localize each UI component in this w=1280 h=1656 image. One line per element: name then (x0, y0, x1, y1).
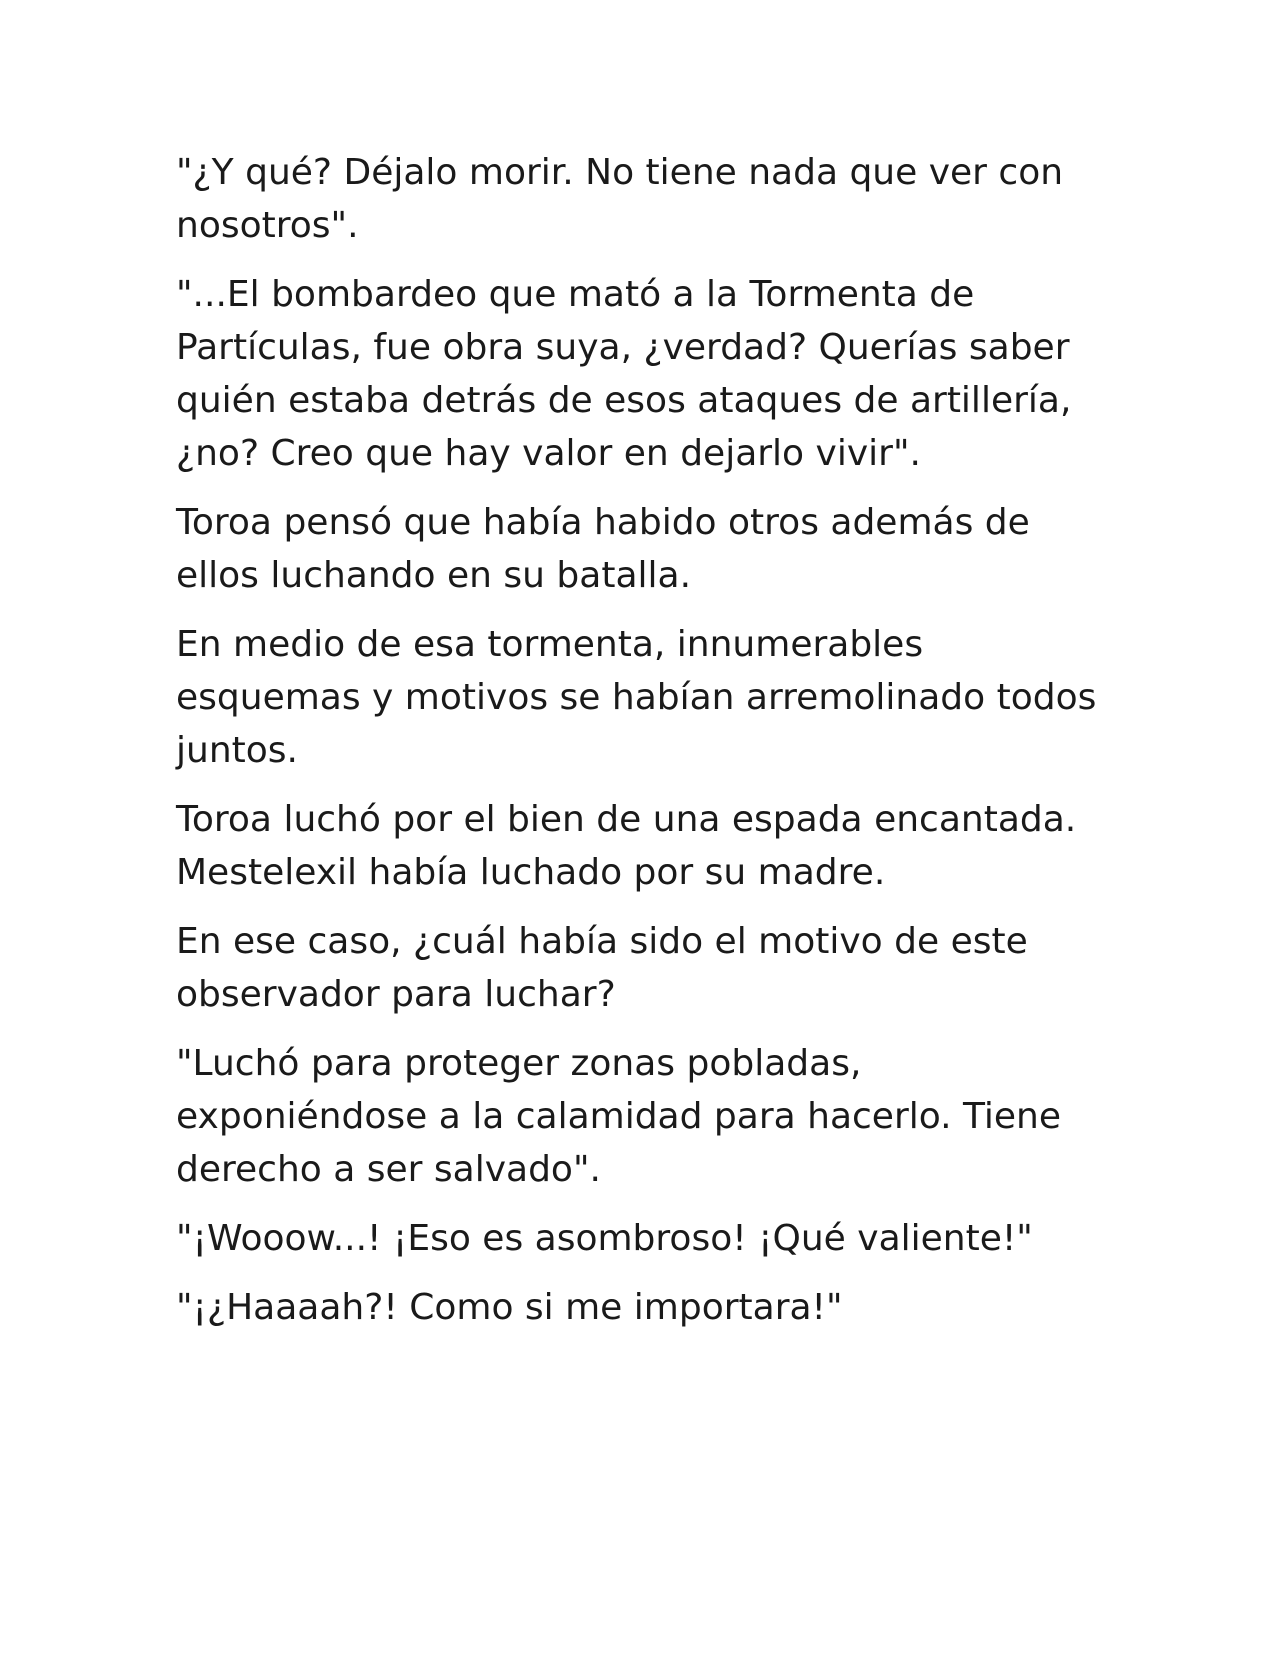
document-page (176, 146, 1116, 1350)
paragraph-5: Toroa luchó por el bien de una espada encantada. Mestelexil había luchado por su madre. (176, 799, 1077, 893)
paragraph-1: "¿Y qué? Déjalo morir. No tiene nada que ver con nosotros". (176, 152, 1064, 246)
paragraph-2: "...El bombardeo que mató a la Tormenta de Partículas, fue obra suya, ¿verdad? Querías saber quién estaba detrás de esos ataques de artillería, ¿no? Creo que hay valor en dejarlo vivir". (176, 274, 1072, 474)
paragraph-9: "¡¿Haaaah?! Como si me importara!" (176, 1287, 843, 1328)
paragraph-4: En medio de esa tormenta, innumerables esquemas y motivos se habían arremolinado todos juntos. (176, 624, 1097, 771)
paragraph-8: "¡Wooow...! ¡Eso es asombroso! ¡Qué valiente!" (176, 1218, 1033, 1259)
paragraph-7: "Luchó para proteger zonas pobladas, exponiéndose a la calamidad para hacerlo. Tiene derecho a ser salvado". (176, 1043, 1062, 1190)
paragraph-3: Toroa pensó que había habido otros además de ellos luchando en su batalla. (176, 502, 1030, 596)
paragraph-6: En ese caso, ¿cuál había sido el motivo de este observador para luchar? (176, 921, 1028, 1015)
